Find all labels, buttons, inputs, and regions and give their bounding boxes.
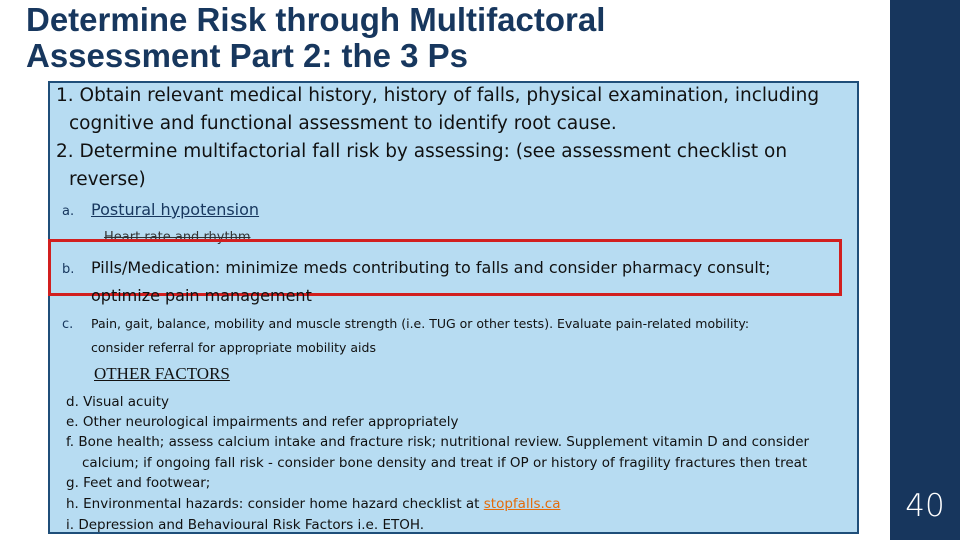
step-2-line-1: 2. Determine multifactorial fall risk by assessing: (see assessment checklist on (56, 141, 788, 162)
item-c-line-2: consider referral for appropriate mobility aids (91, 340, 376, 355)
page-number: 40 (905, 488, 945, 524)
factor-e: e. Other neurological impairments and refer appropriately (66, 414, 459, 430)
item-a-text[interactable]: Postural hypotension (91, 200, 260, 219)
other-factors-heading: OTHER FACTORS (94, 364, 230, 383)
item-a-letter: a. (62, 204, 75, 219)
factor-f-line-1: f. Bone health; assess calcium intake and fracture risk; nutritional review. Supplement vitamin D and consider (66, 434, 810, 450)
step-1-line-1: 1. Obtain relevant medical history, history of falls, physical examination, including (56, 85, 820, 106)
factor-h-text: h. Environmental hazards: consider home hazard checklist at (66, 496, 484, 512)
factor-h (66, 494, 560, 515)
stopfalls-link[interactable]: stopfalls.ca (483, 496, 561, 512)
factor-d: d. Visual acuity (66, 394, 170, 410)
item-a-sub: Heart rate and rhythm (104, 230, 251, 245)
item-b-letter: b. (62, 262, 75, 277)
item-b-line-2: optimize pain management (91, 286, 312, 305)
factor-f-line-2: calcium; if ongoing fall risk - consider bone density and treat if OP or history of fragility fractures then treat (82, 455, 808, 471)
side-bar (890, 0, 960, 540)
slide-title (26, 2, 726, 74)
title-line-1: Determine Risk through Multifactoral (26, 1, 606, 38)
title-line-2: Assessment Part 2: the 3 Ps (26, 37, 469, 74)
factor-g: g. Feet and footwear; (66, 475, 211, 491)
factor-i: i. Depression and Behavioural Risk Factors i.e. ETOH. (66, 517, 425, 533)
item-b-line-1: Pills/Medication: minimize meds contributing to falls and consider pharmacy consult; (91, 258, 771, 277)
item-c-letter: c. (62, 317, 74, 332)
step-2-line-2: reverse) (69, 169, 146, 190)
step-1-line-2: cognitive and functional assessment to identify root cause. (69, 113, 617, 134)
item-c-line-1: Pain, gait, balance, mobility and muscle strength (i.e. TUG or other tests). Evaluate pain-related mobility: (91, 316, 750, 331)
